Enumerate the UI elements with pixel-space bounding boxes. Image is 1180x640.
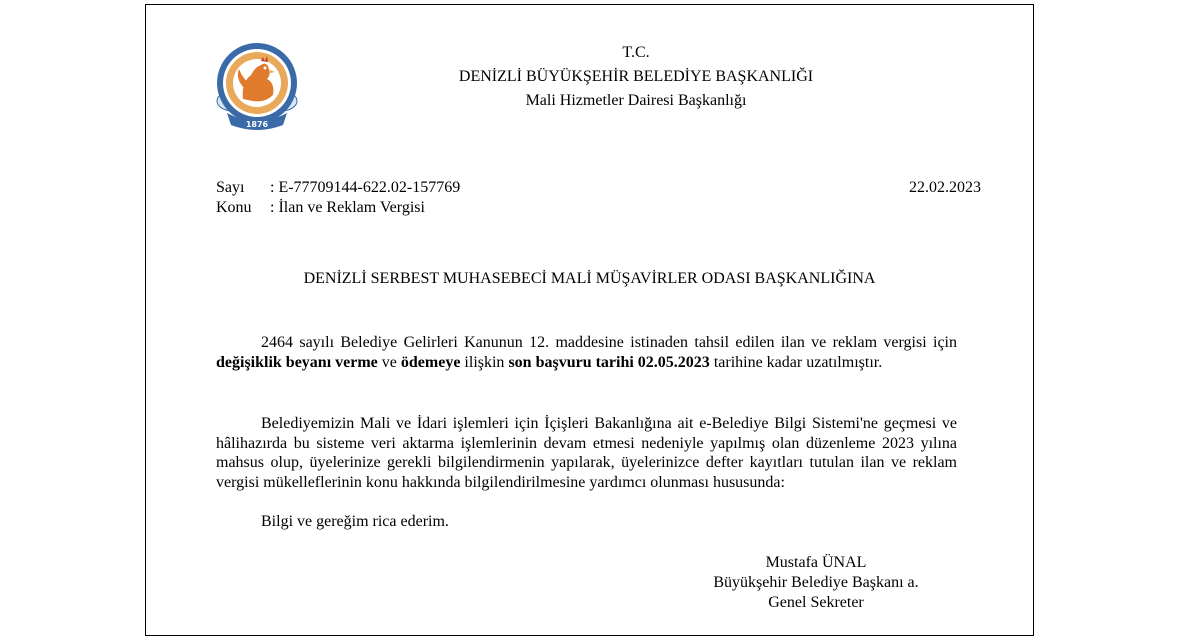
emphasis-declaration: değişiklik beyanı verme xyxy=(216,353,378,371)
konu-value: : İlan ve Reklam Vergisi xyxy=(270,199,425,216)
sayi-row xyxy=(216,178,460,198)
header-institution: DENİZLİ BÜYÜKŞEHİR BELEDİYE BAŞKANLIĞI xyxy=(458,68,814,85)
letterhead xyxy=(346,41,926,113)
letter-date: 22.02.2023 xyxy=(909,179,981,196)
signature-block xyxy=(696,553,936,613)
emphasis-deadline: son başvuru tarihi 02.05.2023 xyxy=(508,353,710,371)
letter-meta xyxy=(216,178,460,218)
paragraph-1: 2464 sayılı Belediye Gelirleri Kanunun 12. maddesine istinaden tahsil edilen ilan ve reklam vergisi için değişiklik beyanı verme ve ödemeye ilişkin son başvuru tarihi 02.05.2023 tarihine kadar uzatılmıştır. xyxy=(216,334,957,371)
recipient: DENİZLİ SERBEST MUHASEBECİ MALİ MÜŞAVİRLER ODASI BAŞKANLIĞINA xyxy=(303,270,876,287)
header-department: Mali Hizmetler Dairesi Başkanlığı xyxy=(525,92,747,109)
closing-line: Bilgi ve gereğim rica ederim. xyxy=(261,513,449,530)
letter-page xyxy=(145,4,1034,636)
header-tc: T.C. xyxy=(622,44,650,61)
sayi-label: Sayı xyxy=(216,179,245,196)
emphasis-payment: ödemeye xyxy=(400,353,461,371)
signatory-name: Mustafa ÜNAL xyxy=(765,554,867,571)
sayi-value: : E-77709144-622.02-157769 xyxy=(270,179,461,196)
signatory-role: Genel Sekreter xyxy=(768,594,864,611)
signatory-title: Büyükşehir Belediye Başkanı a. xyxy=(713,574,919,591)
konu-row xyxy=(216,198,460,218)
municipality-logo xyxy=(213,39,301,133)
rooster-emblem-icon xyxy=(213,39,301,133)
paragraph-2: Belediyemizin Mali ve İdari işlemleri için İçişleri Bakanlığına ait e-Belediye Bilgi Sistemi'ne geçmesi ve hâlihazırda bu sisteme veri aktarma işlemlerinin devam etmesi nedeniyle yapılmış olan düzenleme 2023 yılına mahsus olup, üyelerinize gerekli bilgilendirmenin yapılarak, üyelerinizce defter kayıtları tutulan ilan ve reklam vergisi mükelleflerinin konu hakkında bilgilendirilmesine yardımcı olunması hususunda: xyxy=(216,415,957,491)
logo-year: 1876 xyxy=(245,120,269,129)
konu-label: Konu xyxy=(216,199,252,216)
